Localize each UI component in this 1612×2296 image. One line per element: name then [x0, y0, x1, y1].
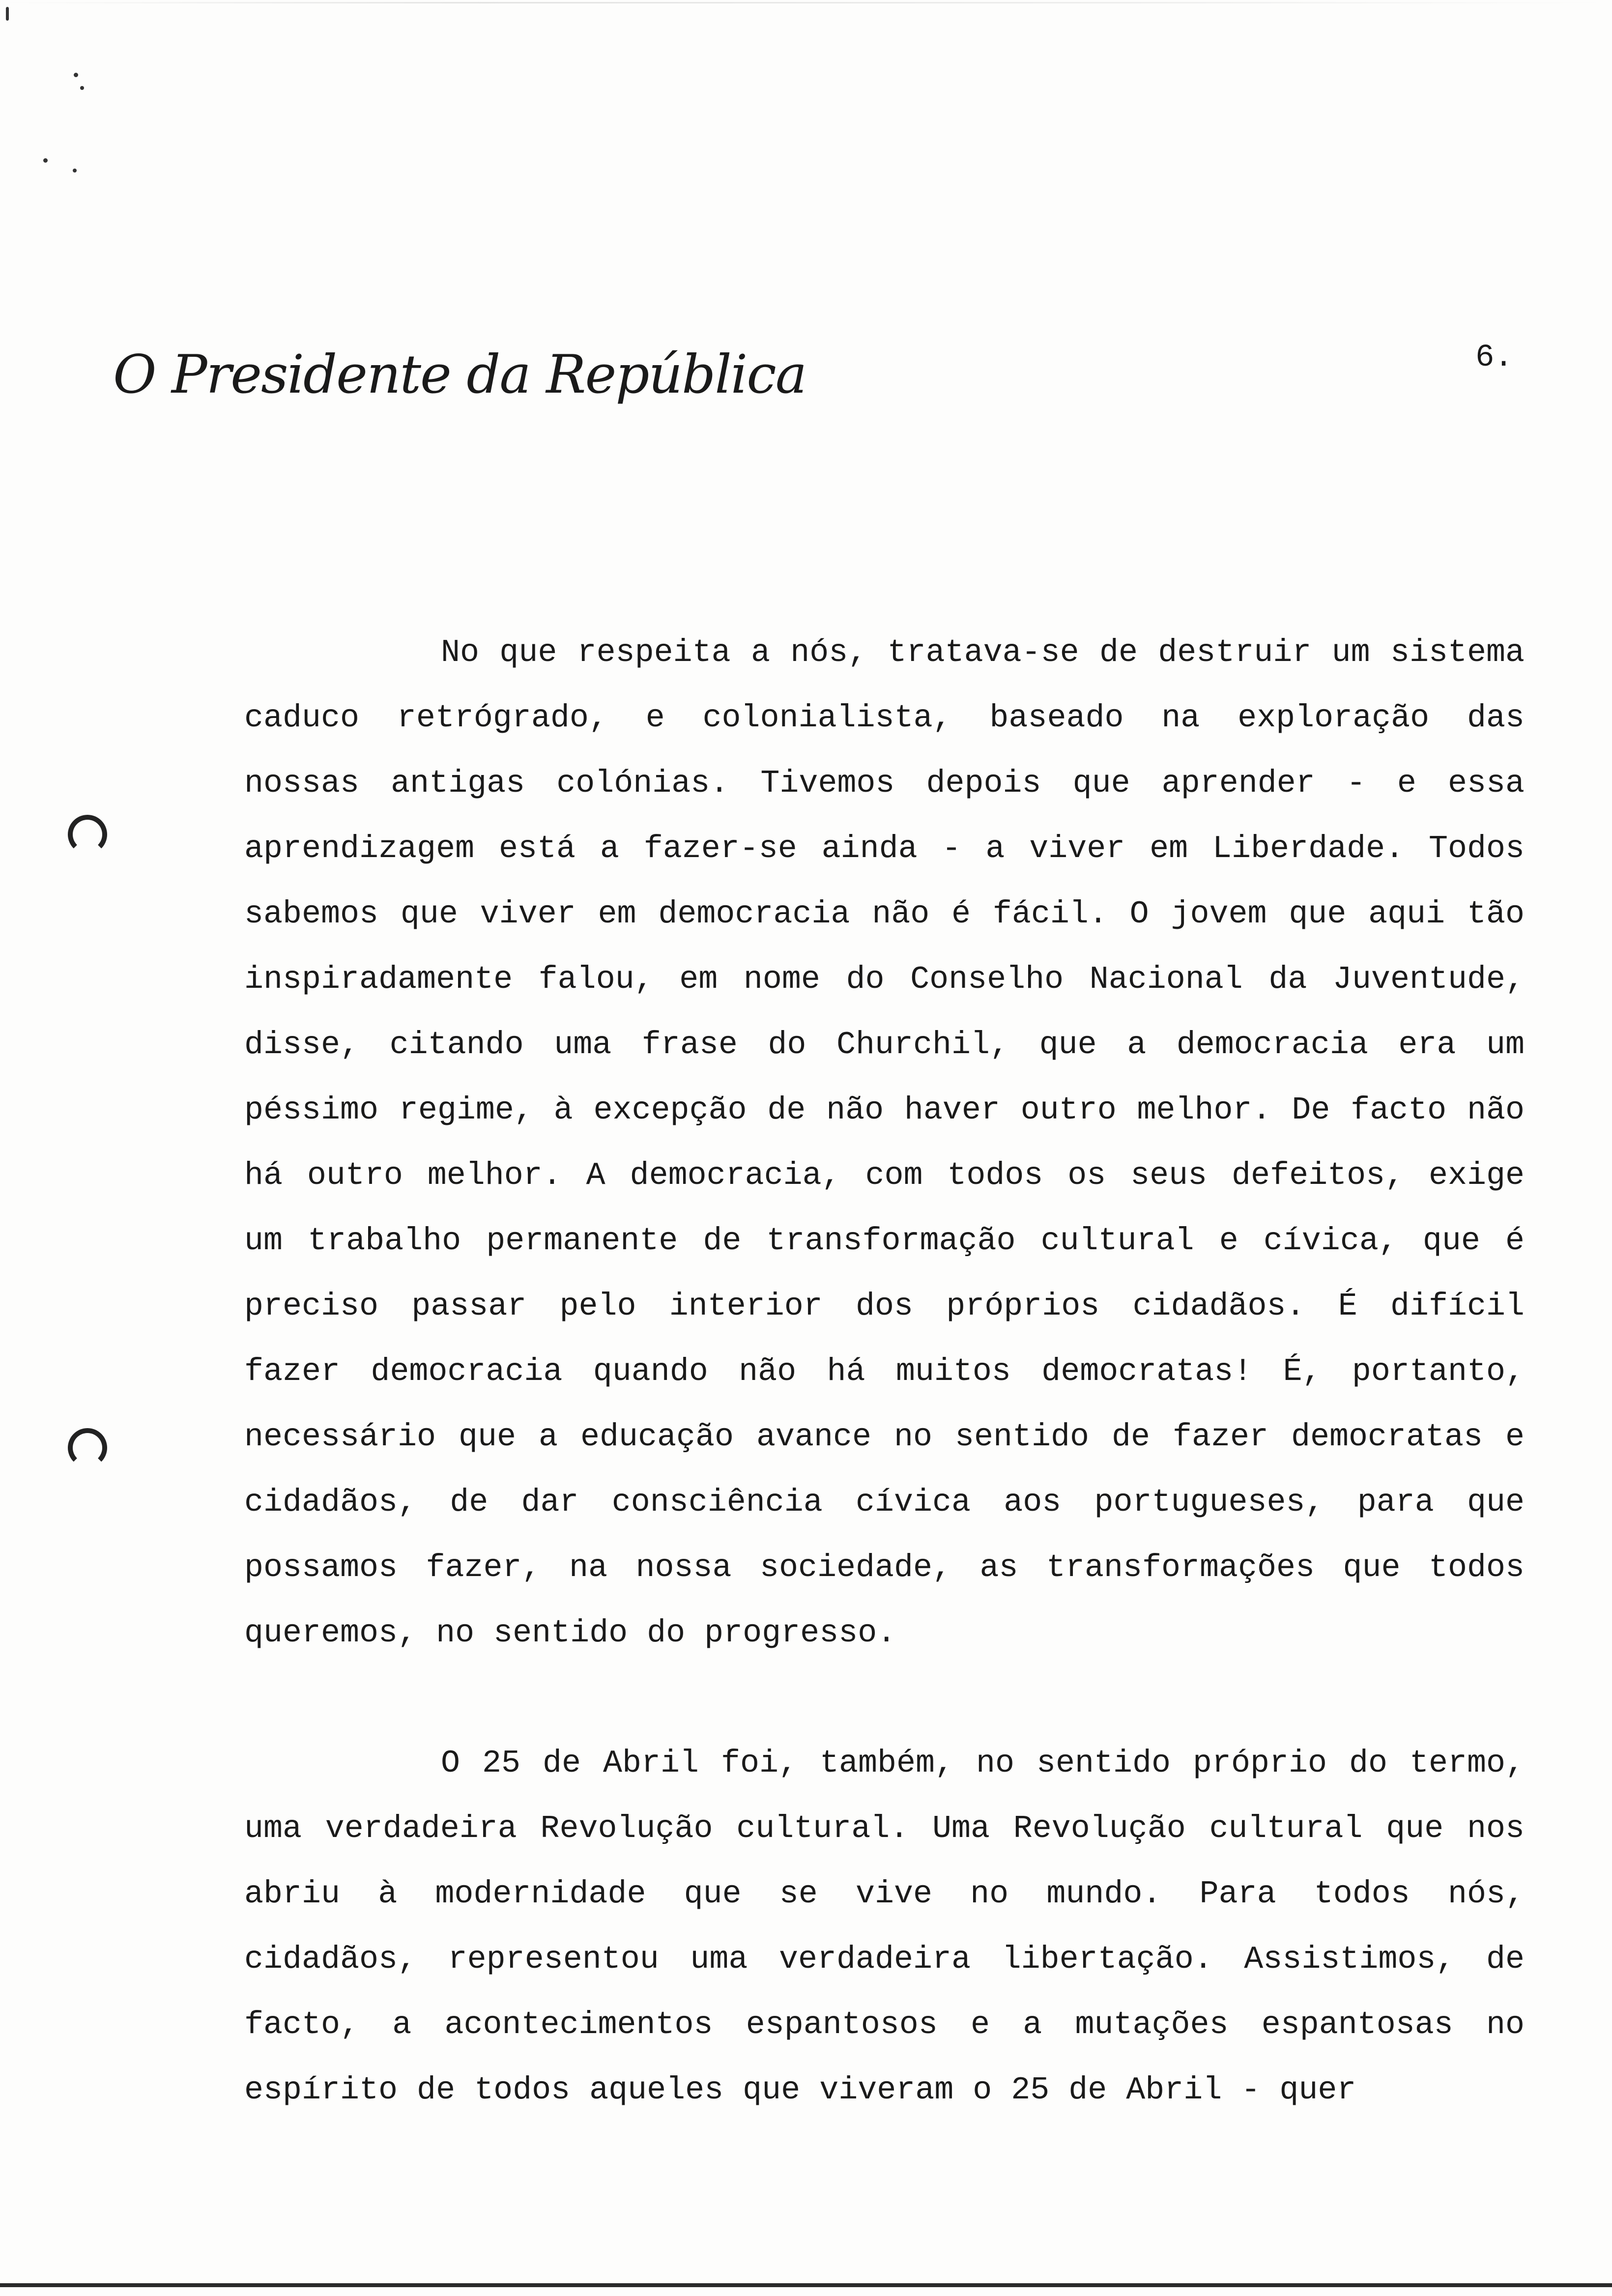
scan-speck	[73, 169, 77, 172]
body-paragraph-2: O 25 de Abril foi, também, no sentido próprio do termo, uma verdadeira Revolução cultural. Uma Revolução cultural que nos abriu à modernidade que se vive no mundo. Para todos nós, cidadãos, representou uma verdadeira libertação. Assistimos, de facto, a acontecimentos espantosos e a mutações espantosas no espírito de todos aqueles que viveram o 25 de Abril - quer	[244, 1745, 1525, 2108]
body-paragraph-1: No que respeita a nós, tratava-se de destruir um sistema caduco retrógrado, e colonialista, baseado na exploração das nossas antigas colónias. Tivemos depois que aprender - e essa aprendizagem está a fazer-se ainda - a viver em Liberdade. Todos sabemos que viver em democracia não é fácil. O jovem que aqui tão inspiradamente falou, em nome do Conselho Nacional da Juventude, disse, citando uma frase do Churchil, que a democracia era um péssimo regime, à excepção de não haver outro melhor. De facto não há outro melhor. A democracia, com todos os seus defeitos, exige um trabalho permanente de transformação cultural e cívica, que é preciso passar pelo interior dos próprios cidadãos. É difícil fazer democracia quando não há muitos democratas! É, portanto, necessário que a educação avance no sentido de fazer democratas e cidadãos, de dar consciência cívica aos portugueses, para que possamos fazer, na nossa sociedade, as transformações que todos queremos, no sentido do progresso.	[244, 634, 1525, 1651]
scan-edge-bottom	[0, 2283, 1612, 2287]
scan-speck	[43, 158, 48, 163]
scan-speck	[6, 7, 9, 21]
letterhead: O Presidente da República	[113, 344, 806, 405]
scan-edge-top	[0, 2, 1612, 3]
scan-speck	[80, 86, 84, 90]
punch-hole-top	[68, 815, 107, 854]
page-number: 6.	[1475, 340, 1513, 375]
scan-speck	[74, 73, 78, 77]
punch-hole-bottom	[68, 1428, 107, 1467]
